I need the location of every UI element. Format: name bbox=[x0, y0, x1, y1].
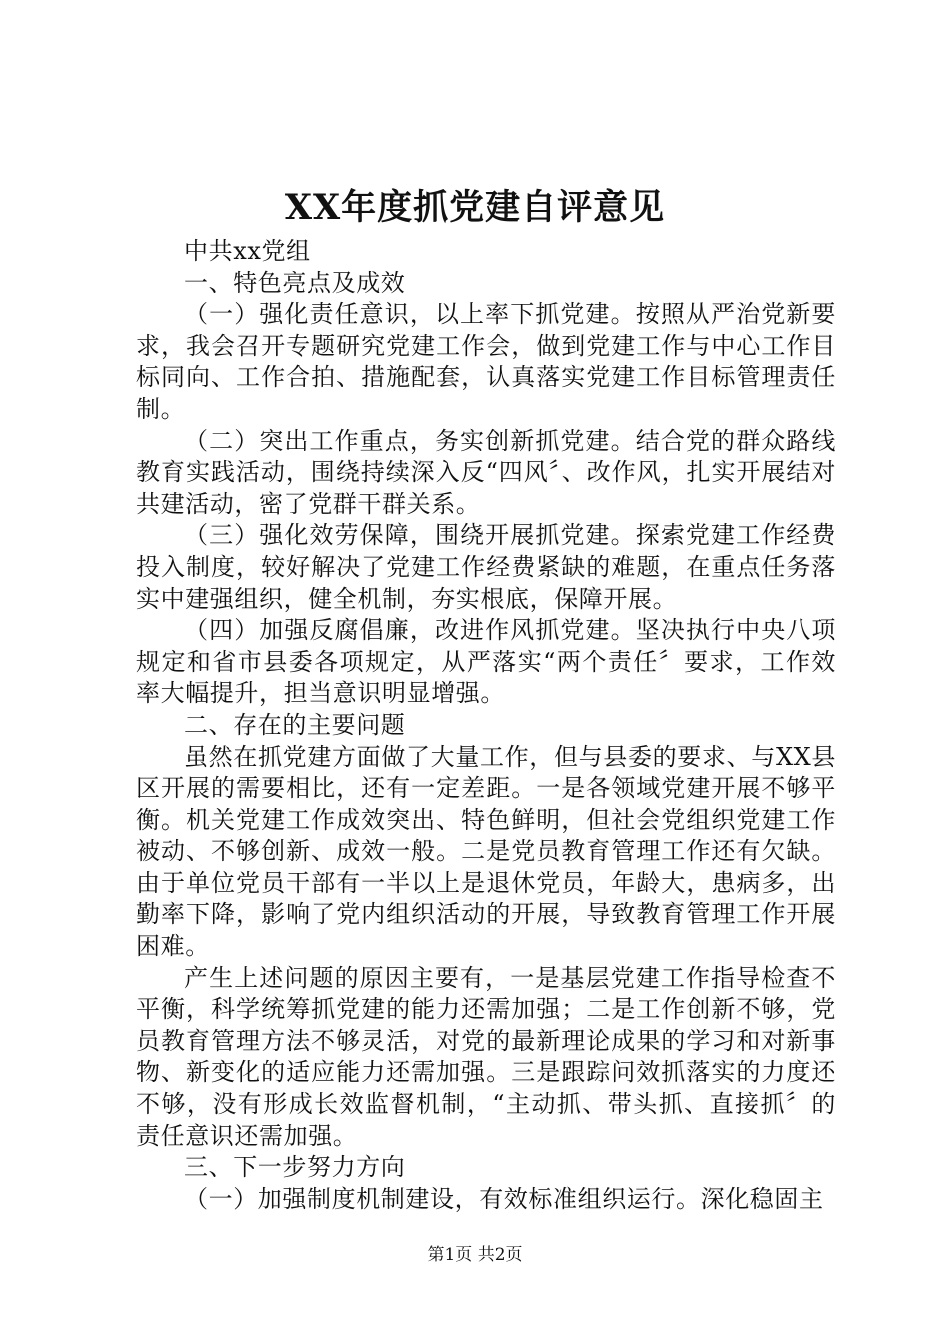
section-heading-2: 二、存在的主要问题 bbox=[184, 710, 406, 739]
paragraph: （一）强化责任意识，以上率下抓党建。按照从严治党新要求，我会召开专题研究党建工作会，做到党建工作与中心工作目标同向、工作合拍、措施配套，认真落实党建工作目标管理责任制。 bbox=[136, 300, 836, 423]
paragraph: （二）突出工作重点，务实创新抓党建。结合党的群众路线教育实践活动，围绕持续深入反“四风〞、改作风，扎实开展结对共建活动，密了党群干群关系。 bbox=[136, 426, 836, 518]
document-body bbox=[136, 236, 836, 1215]
paragraph: 产生上述问题的原因主要有，一是基层党建工作指导检查不平衡，科学统筹抓党建的能力还需加强；二是工作创新不够，党员教育管理方法不够灵活，对党的最新理论成果的学习和对新事物、新变化的适应能力还需加强。三是跟踪问效抓落实的力度还不够，没有形成长效监督机制，“主动抓、带头抓、直接抓〞的责任意识还需加强。 bbox=[136, 963, 836, 1150]
section-heading-3: 三、下一步努力方向 bbox=[184, 1153, 406, 1182]
section-heading-1: 一、特色亮点及成效 bbox=[184, 268, 406, 297]
paragraph-organization: 中共xx党组 bbox=[184, 237, 311, 265]
page-number-footer: 第1页 共2页 bbox=[427, 1245, 523, 1265]
paragraph: （四）加强反腐倡廉，改进作风抓党建。坚决执行中央八项规定和省市县委各项规定，从严落实“两个责任〞要求，工作效率大幅提升，担当意识明显增强。 bbox=[136, 616, 836, 708]
paragraph: 虽然在抓党建方面做了大量工作，但与县委的要求、与XX县区开展的需要相比，还有一定差距。一是各领域党建开展不够平衡。机关党建工作成效突出、特色鲜明，但社会党组织党建工作被动、不够创新、成效一般。二是党员教育管理工作还有欠缺。由于单位党员干部有一半以上是退休党员，年龄大，患病多，出勤率下降，影响了党内组织活动的开展，导致教育管理工作开展困难。 bbox=[136, 742, 836, 961]
paragraph: （三）强化效劳保障，围绕开展抓党建。探索党建工作经费投入制度，较好解决了党建工作经费紧缺的难题，在重点任务落实中建强组织，健全机制，夯实根底，保障开展。 bbox=[136, 521, 836, 613]
document-title: XX年度抓党建自评意见 bbox=[284, 187, 666, 228]
paragraph: （一）加强制度机制建设，有效标准组织运行。深化稳固主 bbox=[184, 1184, 824, 1213]
